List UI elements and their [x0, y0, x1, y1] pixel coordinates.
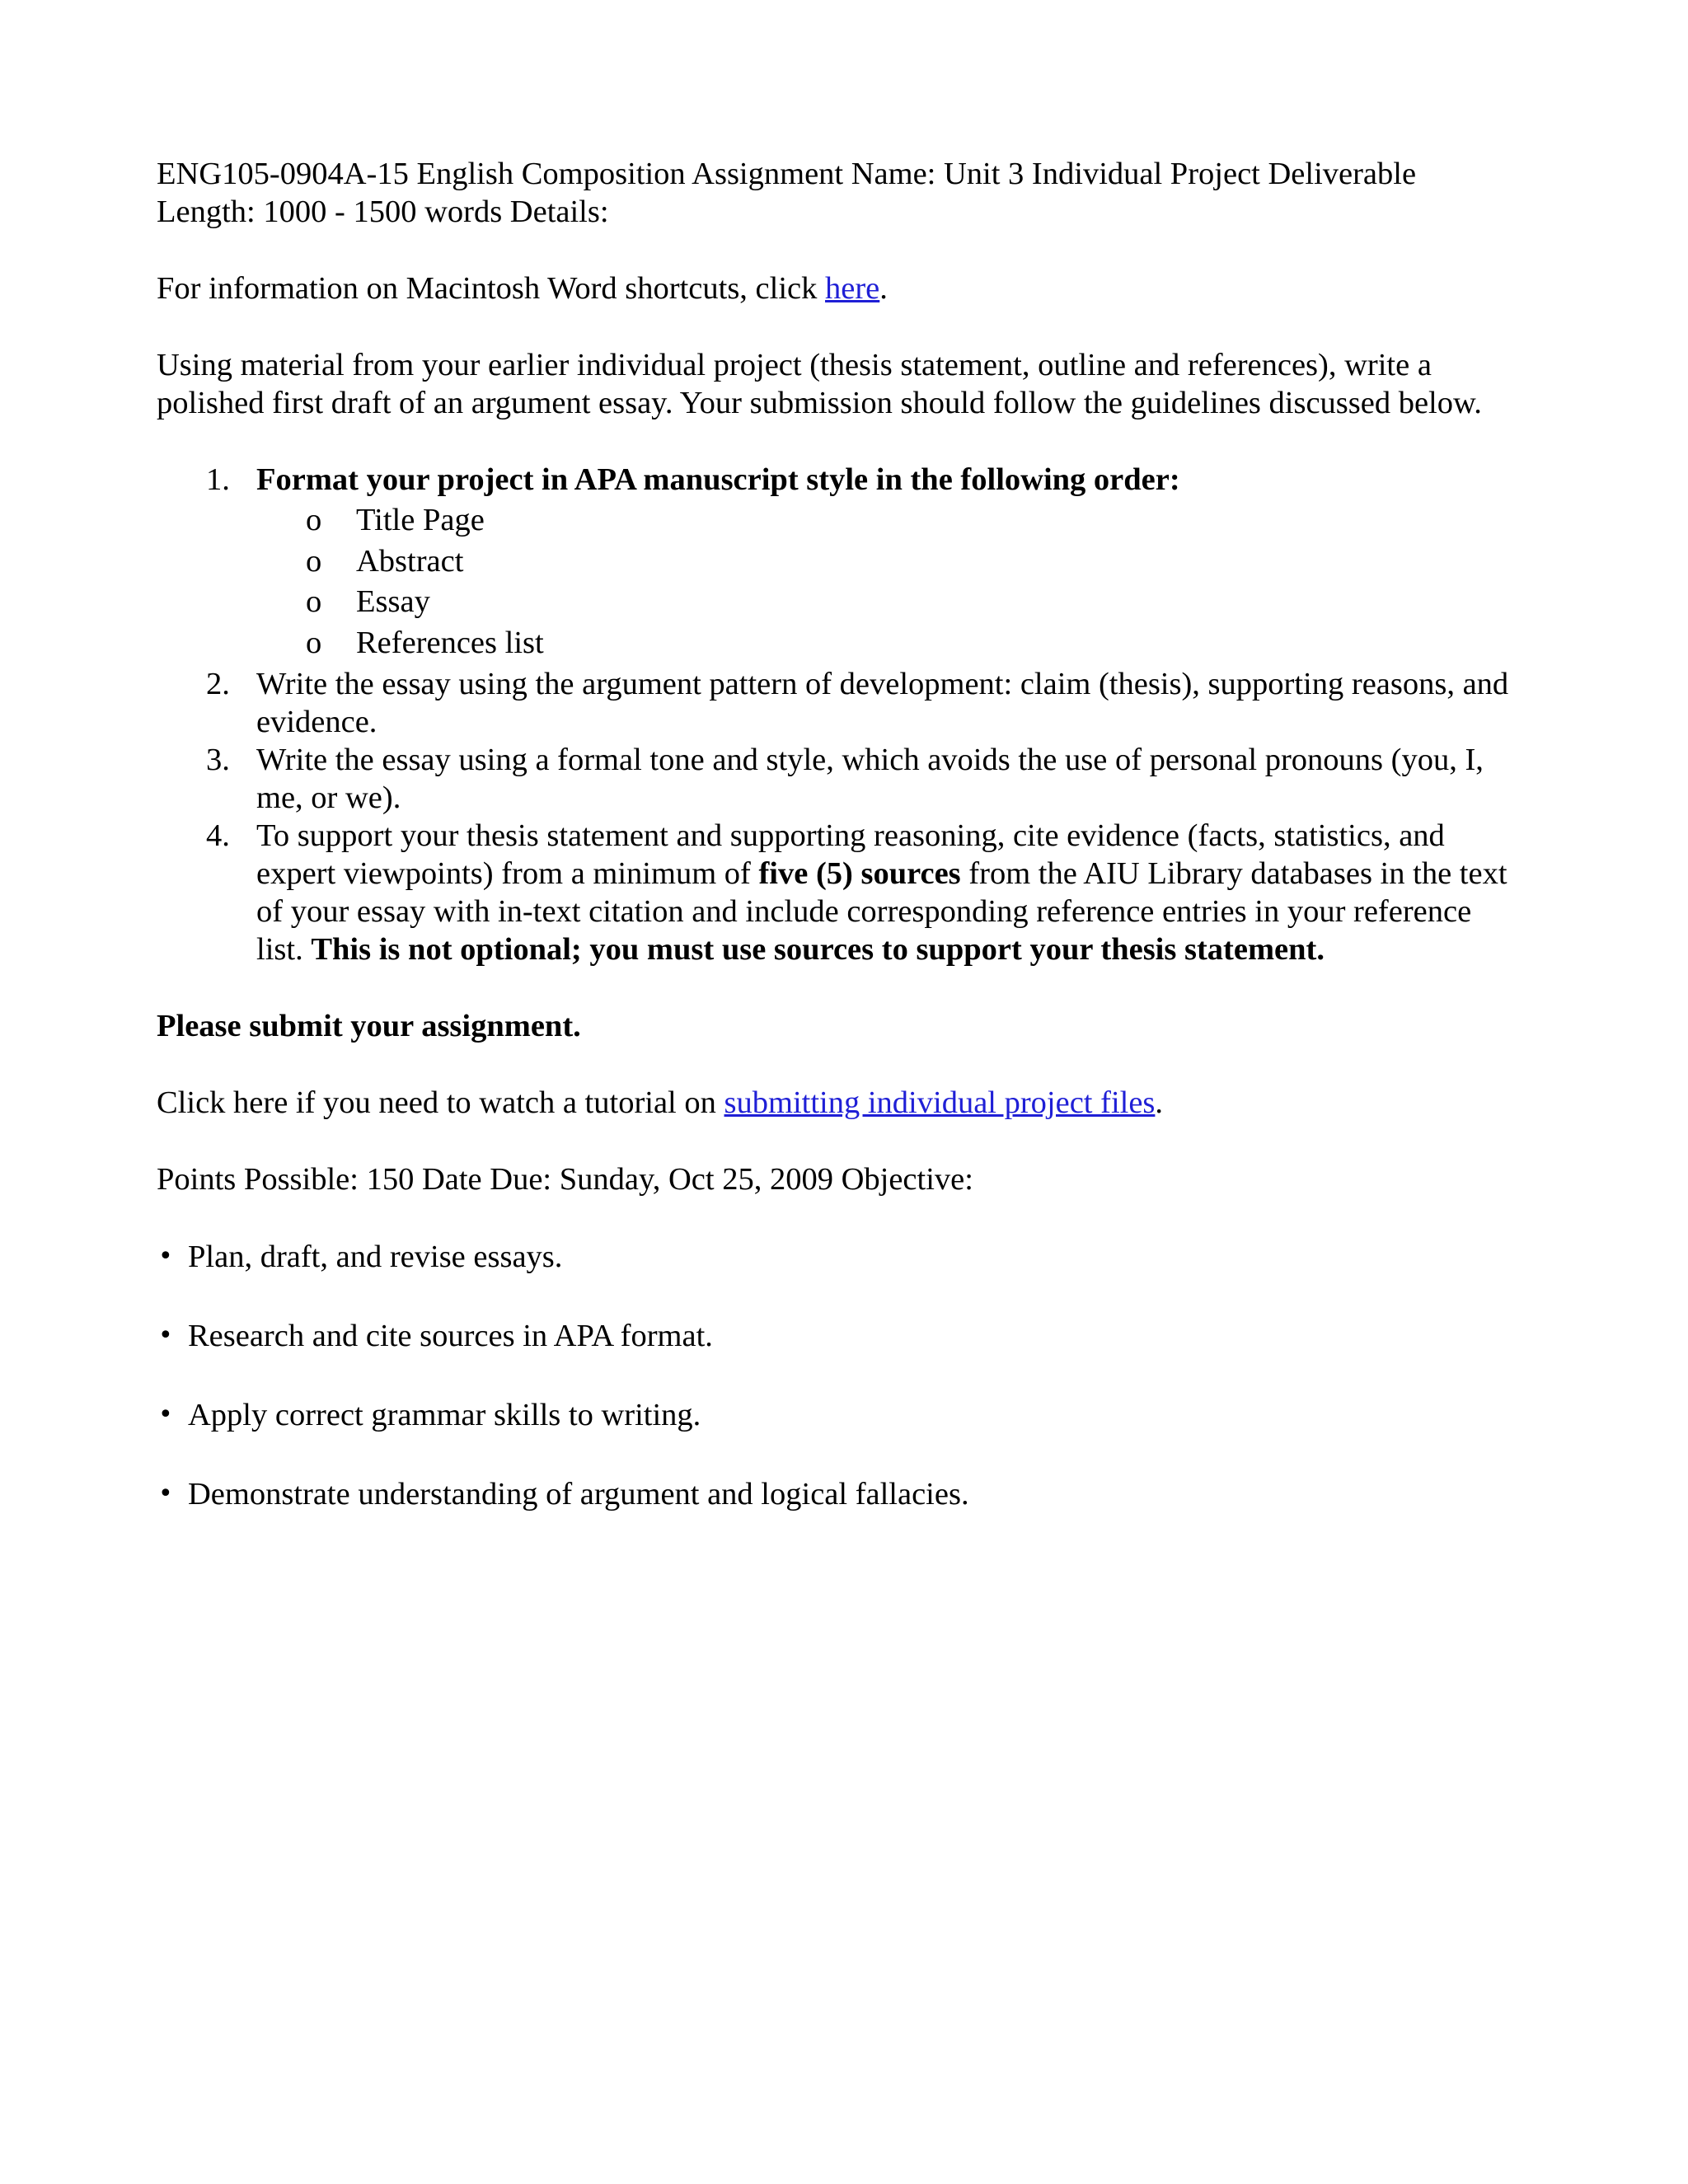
requirement-number: 2.	[206, 667, 230, 701]
requirement-item-4	[157, 817, 1525, 968]
objective-text: Demonstrate understanding of argument and logical fallacies.	[188, 1477, 969, 1511]
tutorial-suffix: .	[1155, 1085, 1164, 1120]
apa-order-item	[256, 582, 1525, 623]
sub-bullet-marker: o	[306, 625, 322, 660]
submit-heading: Please submit your assignment.	[157, 1009, 581, 1043]
apa-order-item	[256, 500, 1525, 541]
mac-shortcuts-suffix: .	[879, 271, 888, 306]
requirement-text: Write the essay using the argument pattern of development: claim (thesis), supporting reasons, and evidence.	[256, 667, 1509, 739]
requirement-text: Write the essay using a formal tone and style, which avoids the use of personal pronouns (you, I, me, or we).	[256, 743, 1484, 815]
apa-order-label: Essay	[356, 584, 430, 619]
mac-shortcuts-link[interactable]: here	[825, 271, 880, 306]
sub-bullet-marker: o	[306, 543, 322, 579]
apa-order-label: References list	[356, 625, 544, 660]
requirement-text-before: To support your thesis statement and supporting reasoning, cite evidence (facts, statistics, and expert viewpoints) from a minimum of	[256, 818, 1445, 891]
bullet-icon: •	[158, 1479, 173, 1508]
bullet-icon: •	[158, 1321, 173, 1350]
assignment-header-line2: Length: 1000 - 1500 words Details:	[157, 194, 609, 229]
sub-bullet-marker: o	[306, 503, 322, 537]
requirement-number: 1.	[206, 462, 230, 497]
points-due-objective-line: Points Possible: 150 Date Due: Sunday, Oct 25, 2009 Objective:	[157, 1162, 973, 1197]
tutorial-paragraph	[157, 1084, 1525, 1122]
tutorial-prefix: Click here if you need to watch a tutorial on	[157, 1085, 724, 1120]
document-page	[157, 155, 1525, 1554]
mac-shortcuts-paragraph	[157, 269, 1525, 307]
bullet-icon: •	[158, 1400, 173, 1429]
requirement-text: Format your project in APA manuscript style in the following order:	[256, 462, 1180, 497]
objective-item	[157, 1238, 1525, 1276]
apa-order-item	[256, 623, 1525, 664]
requirement-number: 4.	[206, 818, 230, 853]
requirement-number: 3.	[206, 743, 230, 777]
objective-text: Research and cite sources in APA format.	[188, 1319, 713, 1353]
sub-bullet-marker: o	[306, 584, 322, 619]
objectives-list	[157, 1238, 1525, 1513]
requirement-item-3	[157, 741, 1525, 817]
objective-item	[157, 1475, 1525, 1513]
requirement-item-1	[157, 461, 1525, 663]
requirement-item-2	[157, 665, 1525, 741]
mac-shortcuts-prefix: For information on Macintosh Word shortcuts, click	[157, 271, 826, 306]
bullet-icon: •	[158, 1242, 173, 1271]
objective-text: Apply correct grammar skills to writing.	[188, 1398, 701, 1432]
submitting-files-link[interactable]: submitting individual project files	[724, 1085, 1156, 1120]
not-optional-note: This is not optional; you must use sources to support your thesis statement.	[311, 932, 1325, 967]
apa-order-list	[256, 500, 1525, 663]
requirements-list	[157, 461, 1525, 968]
objective-text: Plan, draft, and revise essays.	[188, 1240, 563, 1274]
apa-order-item	[256, 541, 1525, 583]
intro-paragraph: Using material from your earlier individual project (thesis statement, outline and references), write a polished first draft of an argument essay. Your submission should follow the guidelines discussed below.	[157, 348, 1482, 420]
apa-order-label: Abstract	[356, 543, 464, 579]
assignment-header-line1: ENG105-0904A-15 English Composition Assignment Name: Unit 3 Individual Project Deliverable	[157, 157, 1417, 191]
five-sources-emphasis: five (5) sources	[758, 856, 961, 891]
apa-order-label: Title Page	[356, 503, 485, 537]
requirement-text-after: from the AIU Library databases in the text of your essay with in-text citation and include corresponding reference entries in your reference list.	[256, 856, 1507, 967]
objective-item	[157, 1396, 1525, 1434]
objective-item	[157, 1317, 1525, 1355]
